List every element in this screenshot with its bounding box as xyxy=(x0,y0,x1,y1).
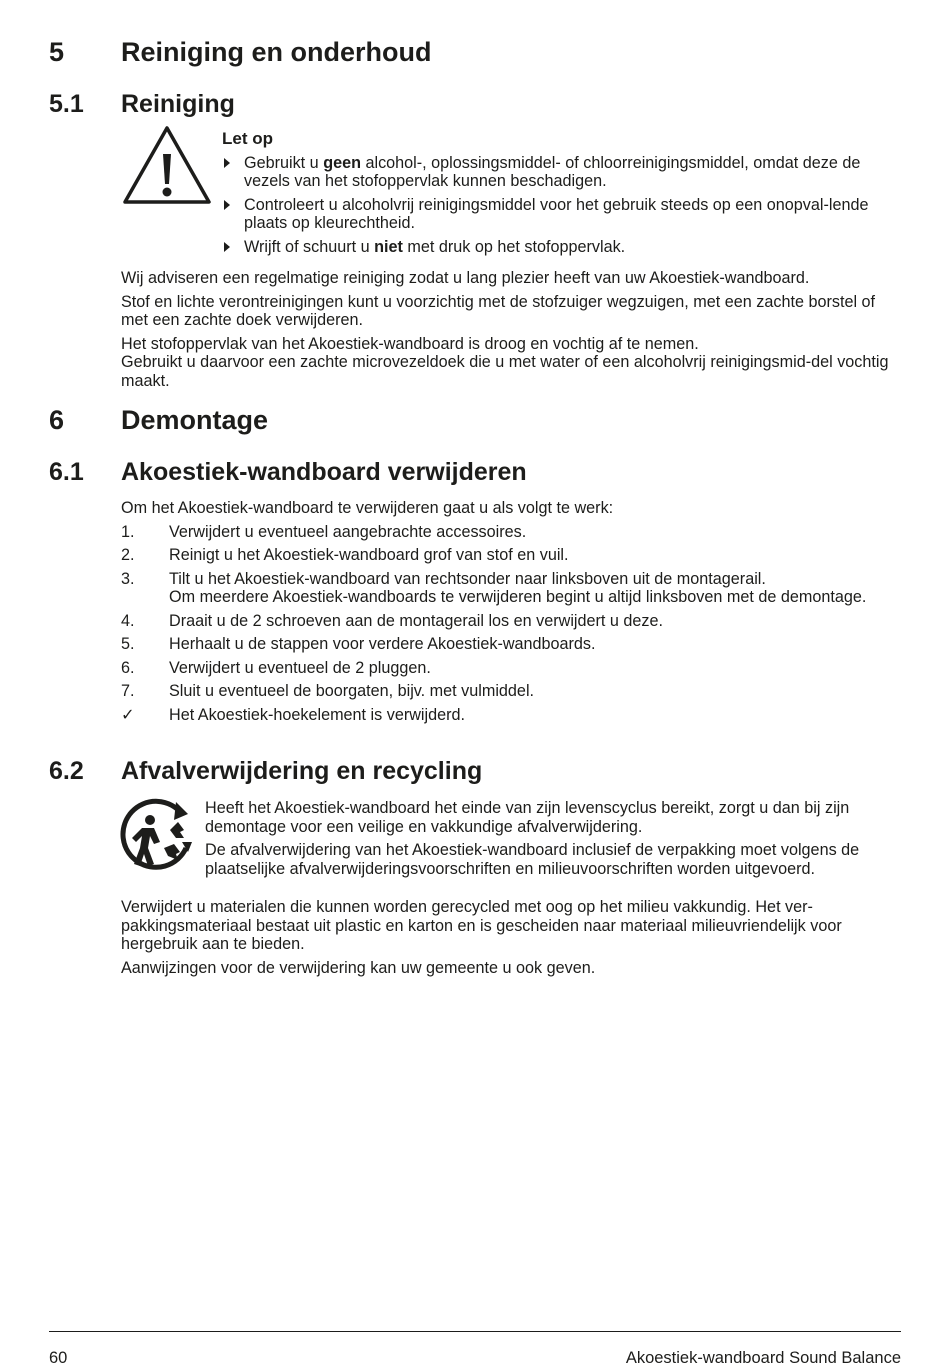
warning-heading: Let op xyxy=(222,129,273,148)
list-item: 7. Sluit u eventueel de boorgaten, bijv. met vulmiddel. xyxy=(121,682,535,700)
section-title: Demontage xyxy=(121,405,269,435)
heading-section-6 xyxy=(49,405,268,436)
list-item: 1. Verwijdert u eventueel aangebrachte accessoires. xyxy=(121,522,527,541)
section-number: 6 xyxy=(49,405,65,435)
section-number: 5 xyxy=(49,37,65,67)
footer-product-name: Akoestiek-wandboard Sound Balance xyxy=(625,1349,901,1367)
paragraph: Het stofoppervlak van het Akoestiek-wandboard is droog en vochtig af te nemen. Gebruikt u daarvoor een zachte microvezeldoek die u met water of een alcoholvrij reinigingsmid-del vochtig maakt. xyxy=(121,334,889,390)
arrow-right-icon xyxy=(224,158,230,168)
paragraph: Wij adviseren een regelmatige reiniging zodat u lang plezier heeft van uw Akoestiek-wandboard. xyxy=(121,269,810,287)
checkmark-icon: ✓ xyxy=(121,705,135,724)
list-item: 6. Verwijdert u eventueel de 2 pluggen. xyxy=(121,658,431,677)
warning-item: Wrijft of schuurt u niet met druk op het stofoppervlak. xyxy=(222,238,904,257)
warning-notice xyxy=(222,130,904,261)
list-item: 5. Herhaalt u de stappen voor verdere Akoestiek-wandboards. xyxy=(121,635,596,653)
warning-list xyxy=(222,154,904,257)
page-number: 60 xyxy=(49,1349,68,1367)
list-item: 3. Tilt u het Akoestiek-wandboard van rechtsonder naar linksboven uit de montagerail. Om meerdere Akoestiek-wandboards te verwijderen begint u altijd linksboven met de demontage. xyxy=(121,569,867,606)
heading-section-5-1 xyxy=(49,90,235,119)
section-number: 6.2 xyxy=(49,757,84,785)
section-title: Afvalverwijdering en recycling xyxy=(121,757,483,785)
list-item: 2. Reinigt u het Akoestiek-wandboard grof van stof en vuil. xyxy=(121,546,569,564)
arrow-right-icon xyxy=(224,200,230,210)
recycling-side-text xyxy=(205,799,903,878)
recycling-icon xyxy=(120,798,196,872)
section-number: 6.1 xyxy=(49,458,84,486)
section-title: Reiniging en onderhoud xyxy=(121,37,432,67)
arrow-right-icon xyxy=(224,242,230,252)
heading-section-5 xyxy=(49,37,431,68)
footer-divider xyxy=(49,1331,901,1332)
warning-item: Controleert u alcoholvrij reinigingsmiddel voor het gebruik steeds op een onopval-lende plaats op kleurechtheid. xyxy=(222,196,904,233)
cleaning-text xyxy=(121,269,903,390)
section-title: Reiniging xyxy=(121,90,235,118)
steps-list xyxy=(121,523,903,725)
heading-section-6-2 xyxy=(49,757,482,786)
result-item: ✓ Het Akoestiek-hoekelement is verwijderd. xyxy=(121,705,466,724)
paragraph: De afvalverwijdering van het Akoestiek-wandboard inclusief de verpakking moet volgens de plaatselijke afvalverwijderingsvoorschriften en milieuvoorschriften worden uitgevoerd. xyxy=(205,841,860,878)
section-number: 5.1 xyxy=(49,90,84,118)
warning-triangle-icon xyxy=(121,124,213,206)
recycling-text xyxy=(121,898,903,982)
list-item: 4. Draait u de 2 schroeven aan de montagerail los en verwijdert u deze. xyxy=(121,611,664,630)
paragraph: Heeft het Akoestiek-wandboard het einde van zijn levenscyclus bereikt, zorgt u dan bij zijn demontage voor een veilige en vakkundige afvalverwijdering. xyxy=(205,799,850,836)
paragraph: Aanwijzingen voor de verwijdering kan uw gemeente u ook geven. xyxy=(121,958,596,977)
removal-instructions xyxy=(121,499,903,729)
intro-text: Om het Akoestiek-wandboard te verwijderen gaat u als volgt te werk: xyxy=(121,499,614,517)
paragraph: Verwijdert u materialen die kunnen worden gerecycled met oog op het milieu vakkundig. Het ver-pakkingsmateriaal bestaat uit plastic en karton en is gescheiden naar materiaal milieuvriendelijk voor hergebruik aan te bieden. xyxy=(121,898,842,953)
heading-section-6-1 xyxy=(49,458,527,487)
section-title: Akoestiek-wandboard verwijderen xyxy=(121,458,527,486)
paragraph: Stof en lichte verontreinigingen kunt u voorzichtig met de stofzuiger wegzuigen, met een zachte borstel of met een zachte doek verwijderen. xyxy=(121,292,876,329)
warning-item: Gebruikt u geen alcohol-, oplossingsmiddel- of chloorreinigingsmiddel, omdat deze de vezels van het stofoppervlak kunnen beschadigen. xyxy=(222,154,904,191)
